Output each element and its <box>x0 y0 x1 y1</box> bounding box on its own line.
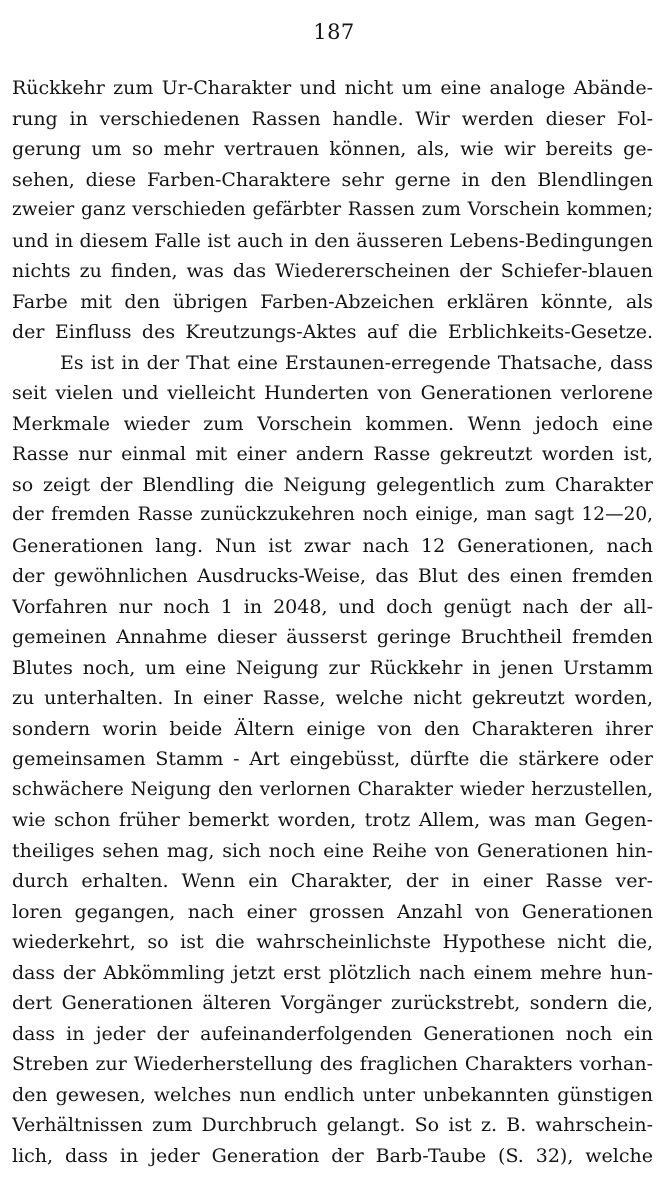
text-line: gerung um so mehr vertrauen können, als, wie wir bereits ge- <box>12 138 653 160</box>
text-line: sehen, diese Farben-Charaktere sehr gerne in den Blendlingen <box>12 168 653 191</box>
text-line: wiederkehrt, so ist die wahrscheinlichste Hypothese nicht die, <box>12 931 653 953</box>
text-line: sondern worin beide Ältern einige von den Charakteren ihrer <box>12 717 653 740</box>
text-line: Vorfahren nur noch 1 in 2048, und doch genügt nach der all- <box>12 595 653 618</box>
text-line: zu unterhalten. In einer Rasse, welche nicht gekreutzt worden, <box>12 687 653 709</box>
text-line: der fremden Rasse zunückzukehren noch einige, man sagt 12—20, <box>12 504 653 525</box>
text-line: Blutes noch, um eine Neigung zur Rückkehr in jenen Urstamm <box>12 656 653 679</box>
text-line: Rasse nur einmal mit einer andern Rasse gekreutzt worden ist, <box>12 443 653 465</box>
page-number: 187 <box>313 20 355 44</box>
text-line: wie schon früher bemerkt worden, trotz Allem, was man Gegen- <box>12 809 653 831</box>
text-line: Es ist in der That eine Erstaunen-erregende Thatsache, dass <box>60 351 653 374</box>
body-text <box>12 73 653 1171</box>
text-line: Rückkehr zum Ur-Charakter und nicht um eine analoge Abände- <box>12 77 653 99</box>
text-line: lich, dass in jeder Generation der Barb-Taube (S. 32), welche <box>12 1144 653 1167</box>
text-line: rung in verschiedenen Rassen handle. Wir werden dieser Fol- <box>12 107 653 130</box>
text-line: der Einfluss des Kreutzungs-Aktes auf die Erblichkeits-Gesetze. <box>12 321 653 343</box>
text-line: Merkmale wieder zum Vorschein kommen. Wenn jedoch eine <box>12 412 653 435</box>
text-line: den gewesen, welches nun endlich unter unbekannten günstigen <box>12 1083 653 1106</box>
text-line: Generationen lang. Nun ist zwar nach 12 Generationen, nach <box>12 534 653 557</box>
text-line: der gewöhnlichen Ausdrucks-Weise, das Blut des einen fremden <box>12 565 653 587</box>
text-line: gemeinen Annahme dieser äusserst geringe Bruchtheil fremden <box>12 626 653 648</box>
text-line: schwächere Neigung den verlornen Charakter wieder herzustellen, <box>12 778 653 800</box>
text-line: Farbe mit den übrigen Farben-Abzeichen erklären könnte, als <box>12 290 653 313</box>
text-line: Verhältnissen zum Durchbruch gelangt. So ist z. B. wahrschein- <box>12 1114 653 1136</box>
text-line: gemeinsamen Stamm - Art eingebüsst, dürfte die stärkere oder <box>12 748 653 770</box>
text-line: Streben zur Wiederherstellung des fraglichen Charakters vorhan- <box>12 1053 653 1075</box>
text-line: theiliges sehen mag, sich noch eine Reihe von Generationen hin- <box>12 839 653 862</box>
text-line: und in diesem Falle ist auch in den äusseren Lebens-Bedingungen <box>12 229 653 252</box>
text-line: so zeigt der Blendling die Neigung gelegentlich zum Charakter <box>12 473 653 496</box>
text-line: durch erhalten. Wenn ein Charakter, der in einer Rasse ver- <box>12 870 653 892</box>
text-line: dass in jeder der aufeinanderfolgenden Generationen noch ein <box>12 1022 653 1045</box>
text-line: loren gegangen, nach einer grossen Anzahl von Generationen <box>12 900 653 923</box>
text-line: dass der Abkömmling jetzt erst plötzlich nach einem mehre hun- <box>12 961 653 984</box>
text-line: nichts zu finden, was das Wiedererscheinen der Schiefer-blauen <box>12 260 653 282</box>
text-line: zweier ganz verschieden gefärbter Rassen zum Vorschein kommen; <box>12 199 653 220</box>
text-line: seit vielen und vielleicht Hunderten von Generationen verlorene <box>12 382 653 404</box>
text-line: dert Generationen älteren Vorgänger zurückstrebt, sondern die, <box>12 992 653 1014</box>
